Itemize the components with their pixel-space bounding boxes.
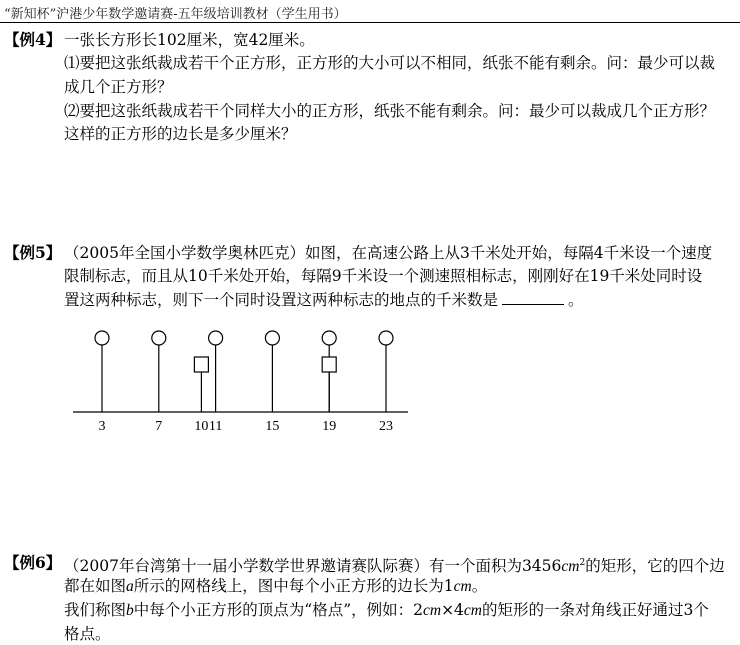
example-4-line: 一张长方形长102厘米，宽42厘米。 [64,31,315,49]
text: 的矩形，它的四个边 [585,557,725,576]
figure-label: b [126,602,134,619]
example-5-line: （2005年全国小学数学奥林匹克）如图，在高速公路上从3千米处开始，每隔4千米设一个速度 [64,244,713,262]
speed-limit-sign [265,331,279,345]
example-4-line: ⑵要把这张纸裁成若干个同样大小的正方形，纸张不能有剩余。问：最少可以裁成几个正方形？ [64,102,716,120]
example-6-tag: 【例6】 [4,553,62,572]
text: 我们称图 [64,601,127,619]
speed-limit-sign [95,331,109,345]
camera-sign [194,357,208,372]
page-header: “新知杯”沪港少年数学邀请赛-五年级培训教材（学生用书） [4,7,347,22]
km-label: 15 [265,419,280,434]
km-label: 3 [98,419,106,434]
km-label: 10 [194,419,209,434]
example-4-tag: 【例4】 [4,30,62,49]
example-5-line: 限制标志，而且从10千米处开始，每隔9千米设一个测速照相标志，刚刚好在19千米处同时设 [64,267,703,285]
speed-limit-sign [152,331,166,345]
example-6-line [64,600,709,621]
example-4-line: 成几个正方形？ [64,78,173,96]
unit: cm [453,578,472,595]
speed-limit-sign [209,331,223,345]
example-4-line: 这样的正方形的边长是多少厘米？ [64,125,297,143]
text: 所示的网格线上，图中每个小正方形的边长为1 [133,577,454,595]
km-label: 23 [379,419,393,434]
unit: cm [561,558,580,576]
superscript: 2 [579,558,586,568]
text: （2007年台湾第十一届小学数学世界邀请赛队际赛）有一个面积为3456 [64,557,562,576]
text: 中每个小正方形的顶点为“格点”，例如：2 [133,601,423,619]
speed-limit-sign [322,331,336,345]
camera-sign [322,357,336,372]
km-label: 11 [208,419,223,434]
example-6-line [64,576,487,597]
text: 。 [471,577,488,595]
speed-limit-sign [379,331,393,345]
figure-label: a [126,578,134,595]
example-5-end: 。 [568,291,584,309]
km-label: 7 [155,419,163,434]
example-5-text: 置这两种标志，则下一个同时设置这两种标志的地点的千米数是 [64,291,499,309]
text: 都在如图 [64,577,127,595]
km-label: 19 [322,419,337,434]
unit: cm [422,602,442,619]
example-6-line: 格点。 [64,625,111,643]
text: ×4 [441,601,464,619]
example-4-line: ⑴要把这张纸裁成若干个正方形，正方形的大小可以不相同，纸张不能有剩余。问：最少可以裁 [64,54,716,72]
unit: cm [463,602,482,619]
text: 的矩形的一条对角线正好通过3个 [482,601,709,619]
example-5-tag: 【例5】 [4,243,62,262]
example-6-line [64,553,725,577]
